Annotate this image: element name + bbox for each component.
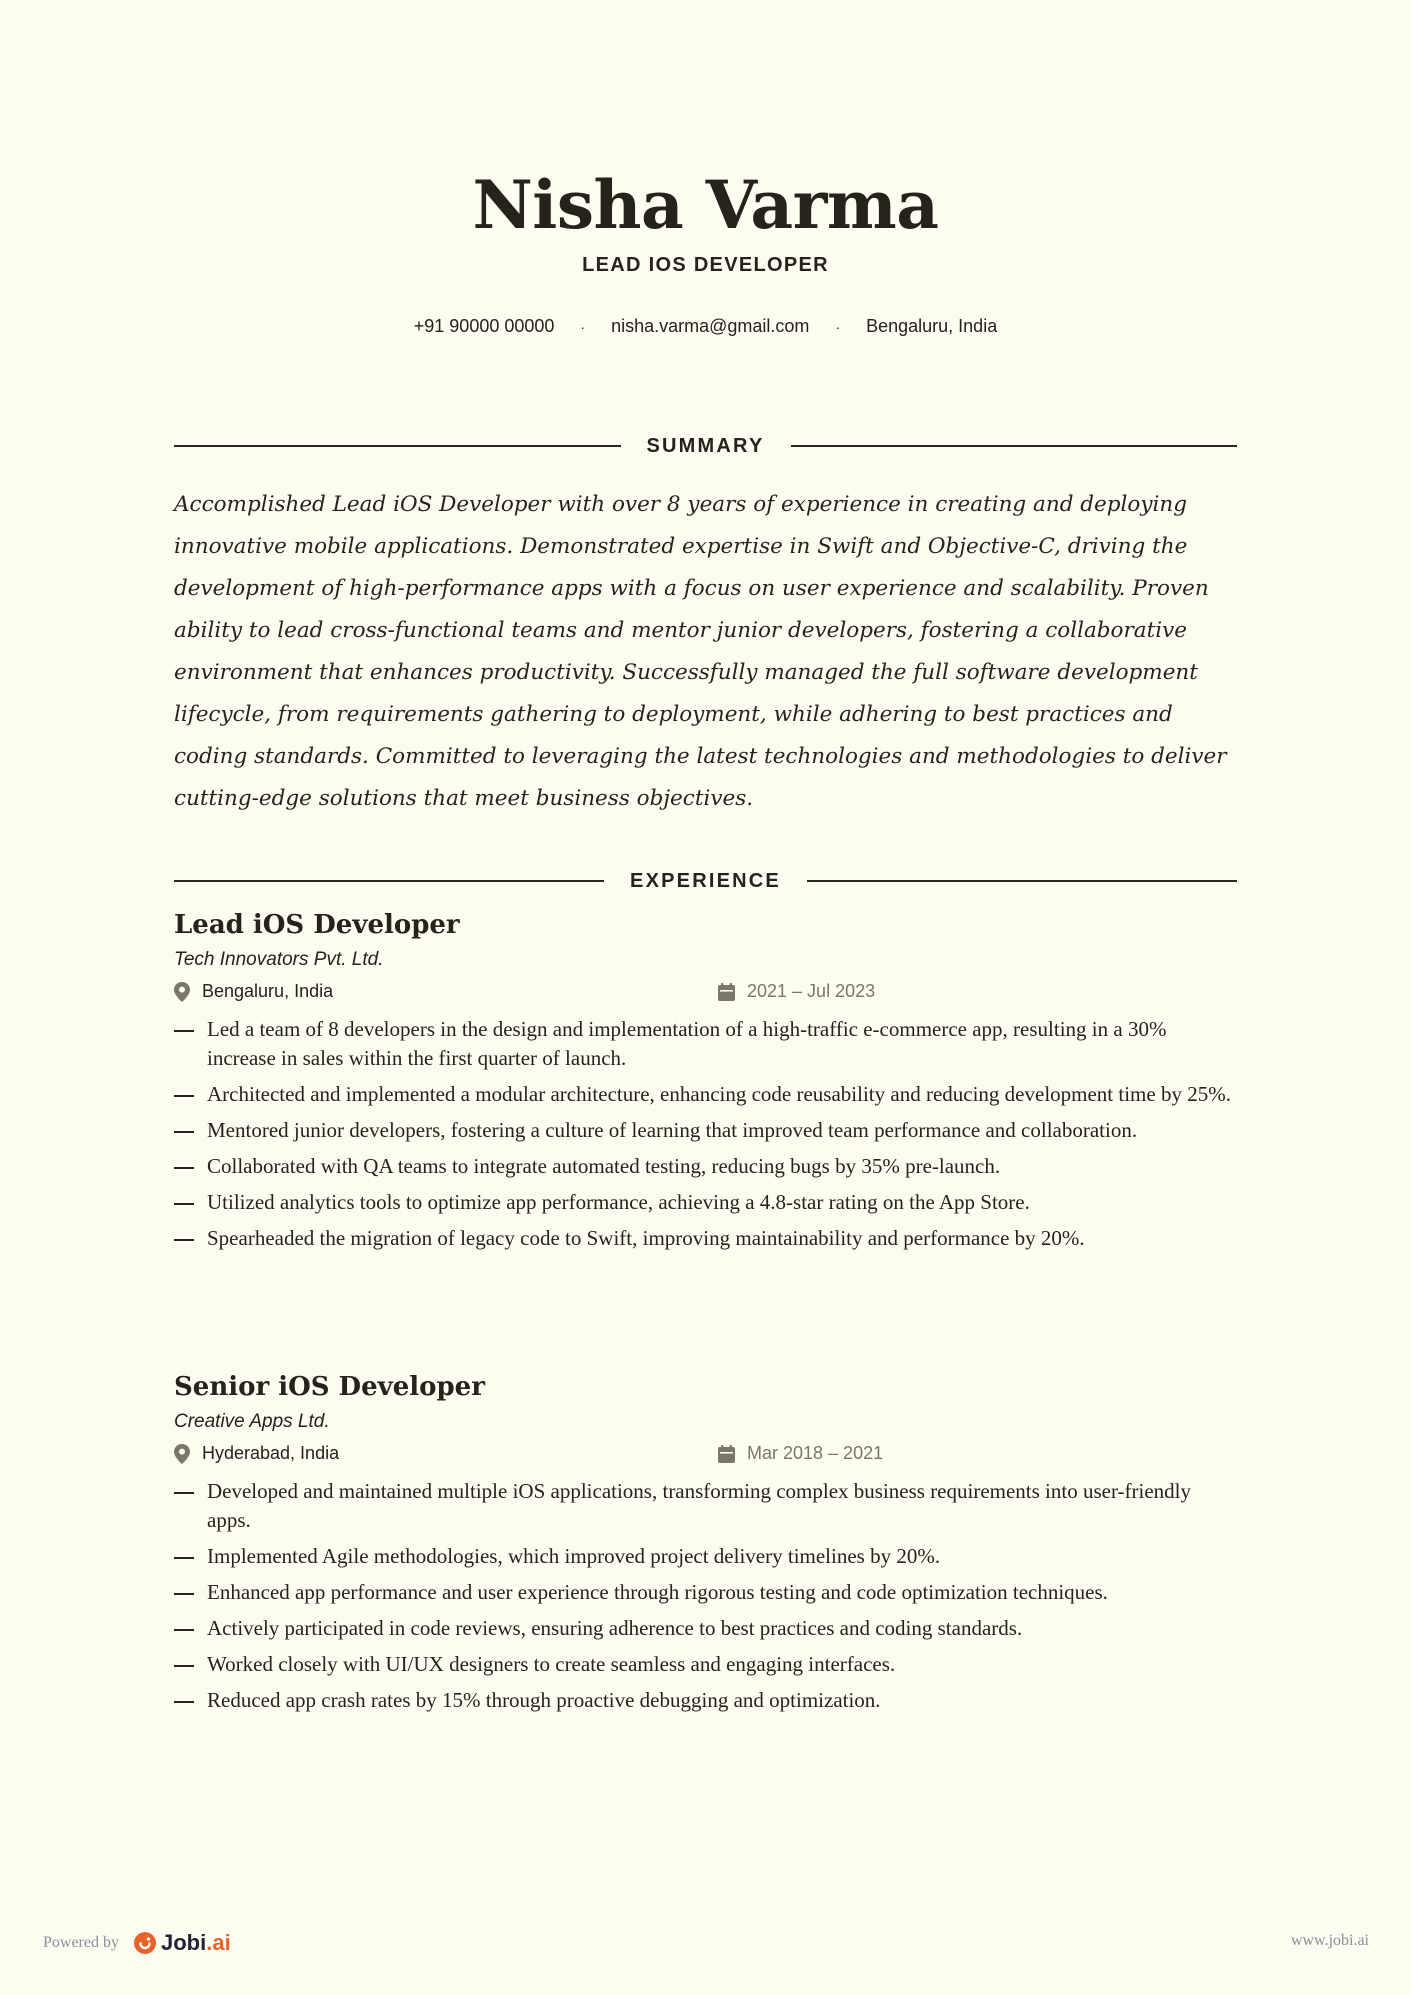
- contact-line: [174, 316, 1237, 337]
- brand-suffix: .ai: [206, 1930, 231, 1955]
- dash-bullet: [174, 1167, 194, 1169]
- job-location: [174, 1443, 339, 1464]
- map-pin-icon: [174, 1444, 190, 1464]
- calendar-icon: [718, 1445, 735, 1463]
- bullet-text: Developed and maintained multiple iOS applications, transforming complex business requirements into user-friendly apps.: [207, 1479, 1192, 1532]
- candidate-role: LEAD IOS DEVELOPER: [582, 254, 829, 276]
- footer-website[interactable]: www.jobi.ai: [1290, 1932, 1369, 1949]
- list-item: [174, 1224, 1237, 1253]
- job-dates: [718, 981, 875, 1002]
- bullet-text: Actively participated in code reviews, ensuring adherence to best practices and coding standards.: [207, 1616, 1023, 1640]
- contact-separator: ·: [835, 318, 841, 335]
- bullet-text: Led a team of 8 developers in the design and implementation of a high-traffic e-commerce app, resulting in a 30% increase in sales within the first quarter of launch.: [207, 1017, 1167, 1070]
- job-bullets: [174, 1015, 1237, 1253]
- footer-powered-by: [43, 1930, 231, 1956]
- bullet-text: Collaborated with QA teams to integrate automated testing, reducing bugs by 35% pre-launch.: [207, 1154, 1001, 1178]
- dash-bullet: [174, 1030, 194, 1032]
- list-item: [174, 1080, 1237, 1109]
- dash-bullet: [174, 1593, 194, 1595]
- summary-heading: [174, 431, 1237, 461]
- contact-location: Bengaluru, India: [866, 316, 998, 336]
- contact-phone[interactable]: +91 90000 00000: [413, 316, 555, 336]
- dash-bullet: [174, 1629, 194, 1631]
- job-meta: [174, 1443, 1237, 1473]
- map-pin-icon: [174, 982, 190, 1002]
- job-company: Tech Innovators Pvt. Ltd.: [174, 949, 384, 970]
- job-bullets: [174, 1477, 1237, 1715]
- jobi-logo-icon: [133, 1931, 157, 1955]
- brand-name: Jobi: [160, 1930, 207, 1955]
- experience-heading: [174, 866, 1237, 896]
- dash-bullet: [174, 1701, 194, 1703]
- job-dates-text: 2021 – Jul 2023: [747, 981, 876, 1001]
- job-company: Creative Apps Ltd.: [174, 1411, 330, 1432]
- job-location: [174, 981, 333, 1002]
- divider: [174, 880, 604, 882]
- divider: [791, 445, 1238, 447]
- list-item: [174, 1152, 1237, 1181]
- divider: [174, 445, 621, 447]
- job-title: Lead iOS Developer: [174, 910, 460, 940]
- job-entry: [174, 1369, 1237, 1722]
- dash-bullet: [174, 1665, 194, 1667]
- powered-by-label: Powered by: [43, 1934, 119, 1951]
- divider: [807, 880, 1237, 882]
- list-item: [174, 1578, 1237, 1607]
- list-item: [174, 1650, 1237, 1679]
- bullet-text: Implemented Agile methodologies, which improved project delivery timelines by 20%.: [207, 1544, 941, 1568]
- list-item: [174, 1477, 1237, 1535]
- list-item: [174, 1116, 1237, 1145]
- list-item: [174, 1686, 1237, 1715]
- bullet-text: Worked closely with UI/UX designers to create seamless and engaging interfaces.: [207, 1652, 896, 1676]
- bullet-text: Utilized analytics tools to optimize app performance, achieving a 4.8-star rating on the App Store.: [207, 1190, 1030, 1214]
- list-item: [174, 1542, 1237, 1571]
- job-dates-text: Mar 2018 – 2021: [747, 1443, 884, 1463]
- bullet-text: Spearheaded the migration of legacy code to Swift, improving maintainability and performance by 20%.: [207, 1226, 1085, 1250]
- job-location-text: Hyderabad, India: [202, 1443, 340, 1463]
- dash-bullet: [174, 1095, 194, 1097]
- list-item: [174, 1188, 1237, 1217]
- dash-bullet: [174, 1557, 194, 1559]
- dash-bullet: [174, 1239, 194, 1241]
- experience-title: EXPERIENCE: [630, 869, 781, 892]
- dash-bullet: [174, 1492, 194, 1494]
- summary-title: SUMMARY: [646, 434, 765, 457]
- dash-bullet: [174, 1131, 194, 1133]
- contact-email[interactable]: nisha.varma@gmail.com: [611, 316, 810, 336]
- job-location-text: Bengaluru, India: [202, 981, 334, 1001]
- job-title: Senior iOS Developer: [174, 1372, 485, 1402]
- bullet-text: Mentored junior developers, fostering a culture of learning that improved team performance and collaboration.: [207, 1118, 1138, 1142]
- summary-text: Accomplished Lead iOS Developer with over 8 years of experience in creating and deploying innovative mobile applications. Demonstrated expertise in Swift and Objective-C, driving the development of high-performance apps with a focus on user experience and scalability. Proven ability to lead cross-functional teams and mentor junior developers, fostering a collaborative environment that enhances productivity. Successfully managed the full software development lifecycle, from requirements gathering to deployment, while adhering to best practices and coding standards. Committed to leveraging the latest technologies and methodologies to deliver cutting-edge solutions that meet business objectives.: [174, 492, 1227, 811]
- bullet-text: Architected and implemented a modular architecture, enhancing code reusability and reducing development time by 25%.: [207, 1082, 1231, 1106]
- job-dates: [718, 1443, 883, 1464]
- jobi-logo[interactable]: [133, 1930, 231, 1956]
- list-item: [174, 1015, 1237, 1073]
- job-entry: [174, 907, 1237, 1260]
- contact-separator: ·: [580, 318, 586, 335]
- list-item: [174, 1614, 1237, 1643]
- job-meta: [174, 981, 1237, 1011]
- calendar-icon: [718, 983, 735, 1001]
- dash-bullet: [174, 1203, 194, 1205]
- bullet-text: Reduced app crash rates by 15% through proactive debugging and optimization.: [207, 1688, 881, 1712]
- bullet-text: Enhanced app performance and user experience through rigorous testing and code optimization techniques.: [207, 1580, 1108, 1604]
- candidate-name: Nisha Varma: [472, 166, 939, 244]
